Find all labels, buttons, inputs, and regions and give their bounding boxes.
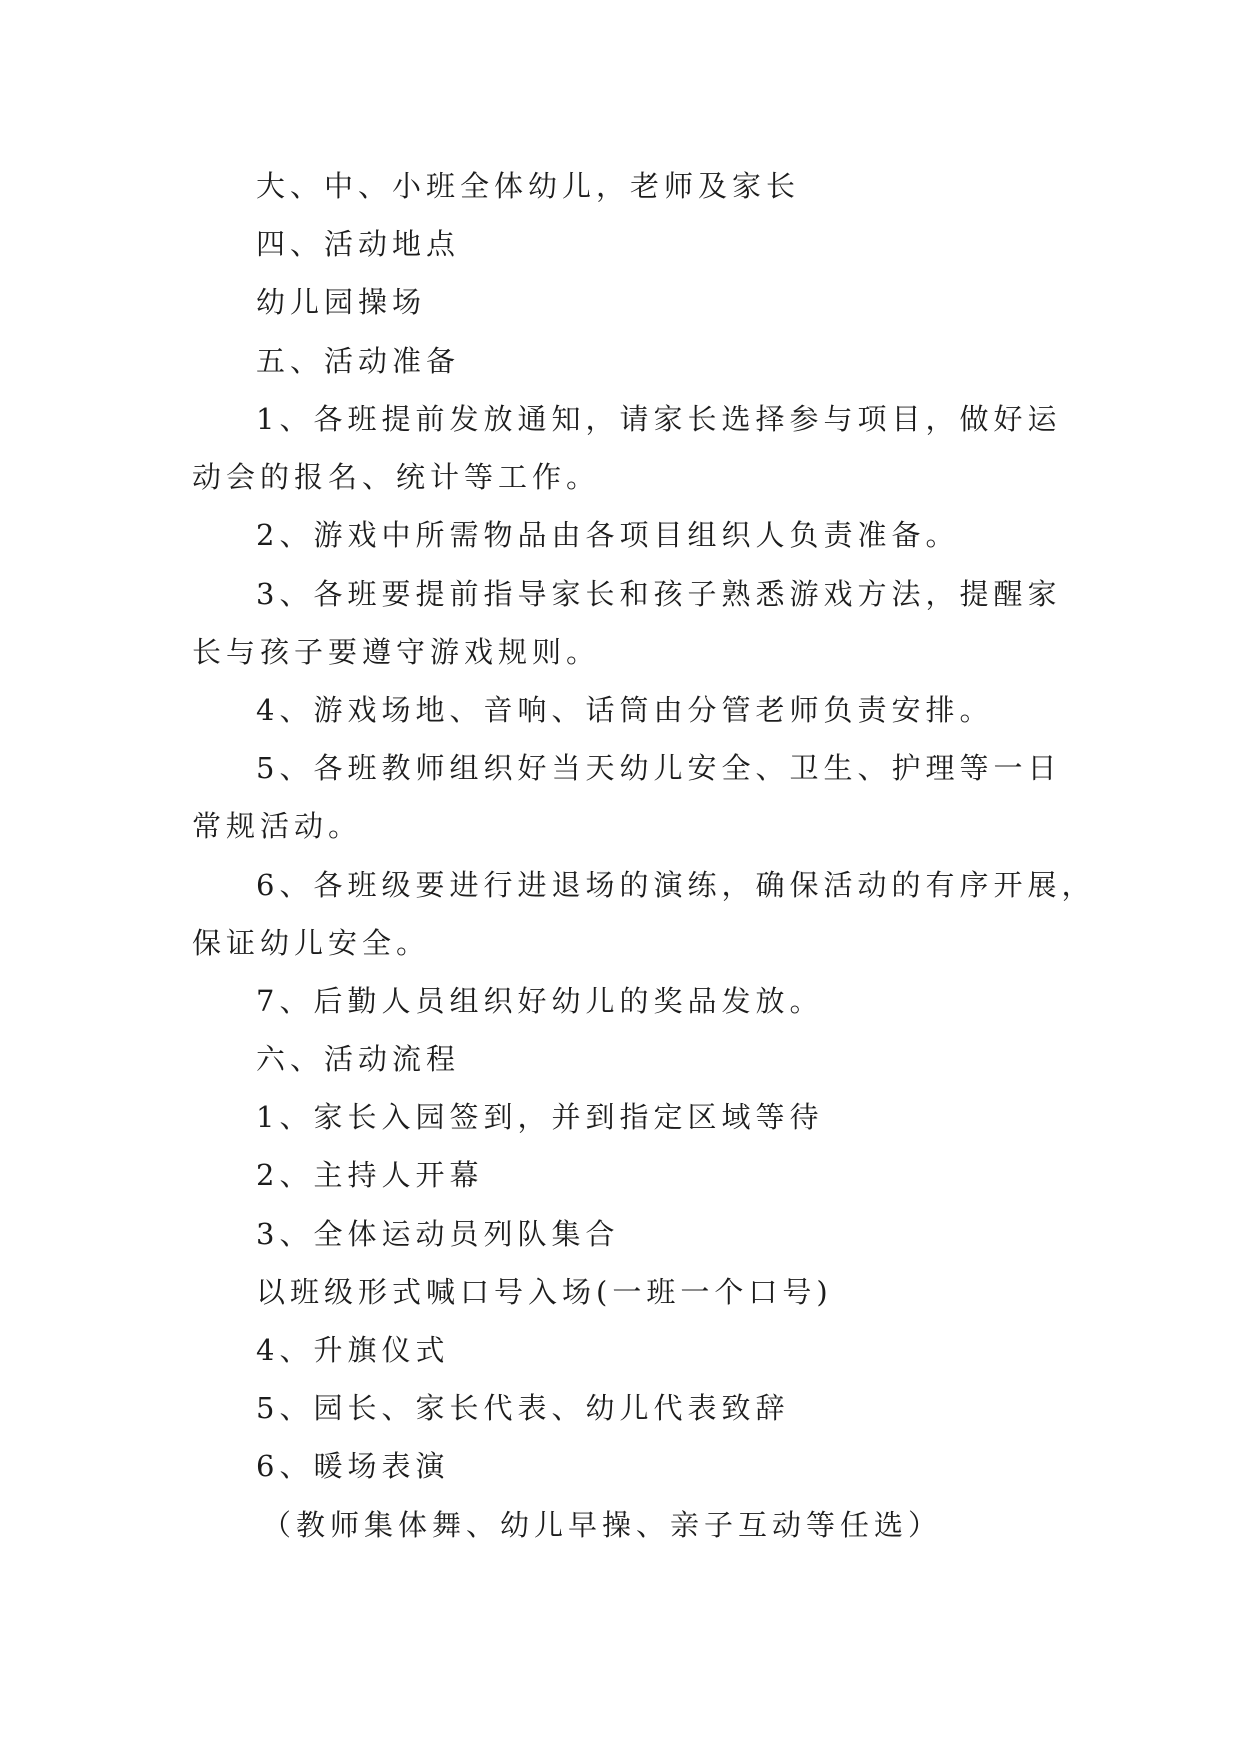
list-item-procedure-2: 2、主持人开幕	[256, 1158, 484, 1192]
list-item-procedure-1: 1、家长入园签到，并到指定区域等待	[256, 1100, 824, 1134]
list-item-prep-3: 3、各班要提前指导家长和孩子熟悉游戏方法，提醒家	[256, 577, 1062, 611]
list-item-prep-7: 7、后勤人员组织好幼儿的奖品发放。	[256, 984, 824, 1018]
text-line-procedure-3-note: 以班级形式喊口号入场(一班一个口号)	[256, 1275, 833, 1309]
section-heading-location: 四、活动地点	[256, 227, 461, 261]
list-item-prep-4: 4、游戏场地、音响、话筒由分管老师负责安排。	[256, 693, 994, 727]
text-line-participants: 大、中、小班全体幼儿，老师及家长	[256, 169, 801, 203]
list-item-prep-2: 2、游戏中所需物品由各项目组织人负责准备。	[256, 518, 960, 552]
section-heading-preparation: 五、活动准备	[256, 344, 461, 378]
list-item-prep-6: 6、各班级要进行进退场的演练，确保活动的有序开展，	[256, 868, 1096, 902]
list-item-procedure-4: 4、升旗仪式	[256, 1333, 450, 1367]
text-line-procedure-6-note: （教师集体舞、幼儿早操、亲子互动等任选）	[262, 1508, 943, 1542]
list-item-procedure-6: 6、暖场表演	[256, 1449, 450, 1483]
list-item-prep-5-continued: 常规活动。	[192, 809, 363, 843]
list-item-procedure-5: 5、园长、家长代表、幼儿代表致辞	[256, 1391, 790, 1425]
text-line-location: 幼儿园操场	[256, 285, 427, 319]
section-heading-procedure: 六、活动流程	[256, 1042, 461, 1076]
list-item-prep-1: 1、各班提前发放通知，请家长选择参与项目，做好运	[256, 402, 1062, 436]
list-item-prep-3-continued: 长与孩子要遵守游戏规则。	[192, 635, 601, 669]
list-item-procedure-3: 3、全体运动员列队集合	[256, 1217, 620, 1251]
list-item-prep-1-continued: 动会的报名、统计等工作。	[192, 460, 601, 494]
list-item-prep-6-continued: 保证幼儿安全。	[192, 926, 431, 960]
list-item-prep-5: 5、各班教师组织好当天幼儿安全、卫生、护理等一日	[256, 751, 1062, 785]
